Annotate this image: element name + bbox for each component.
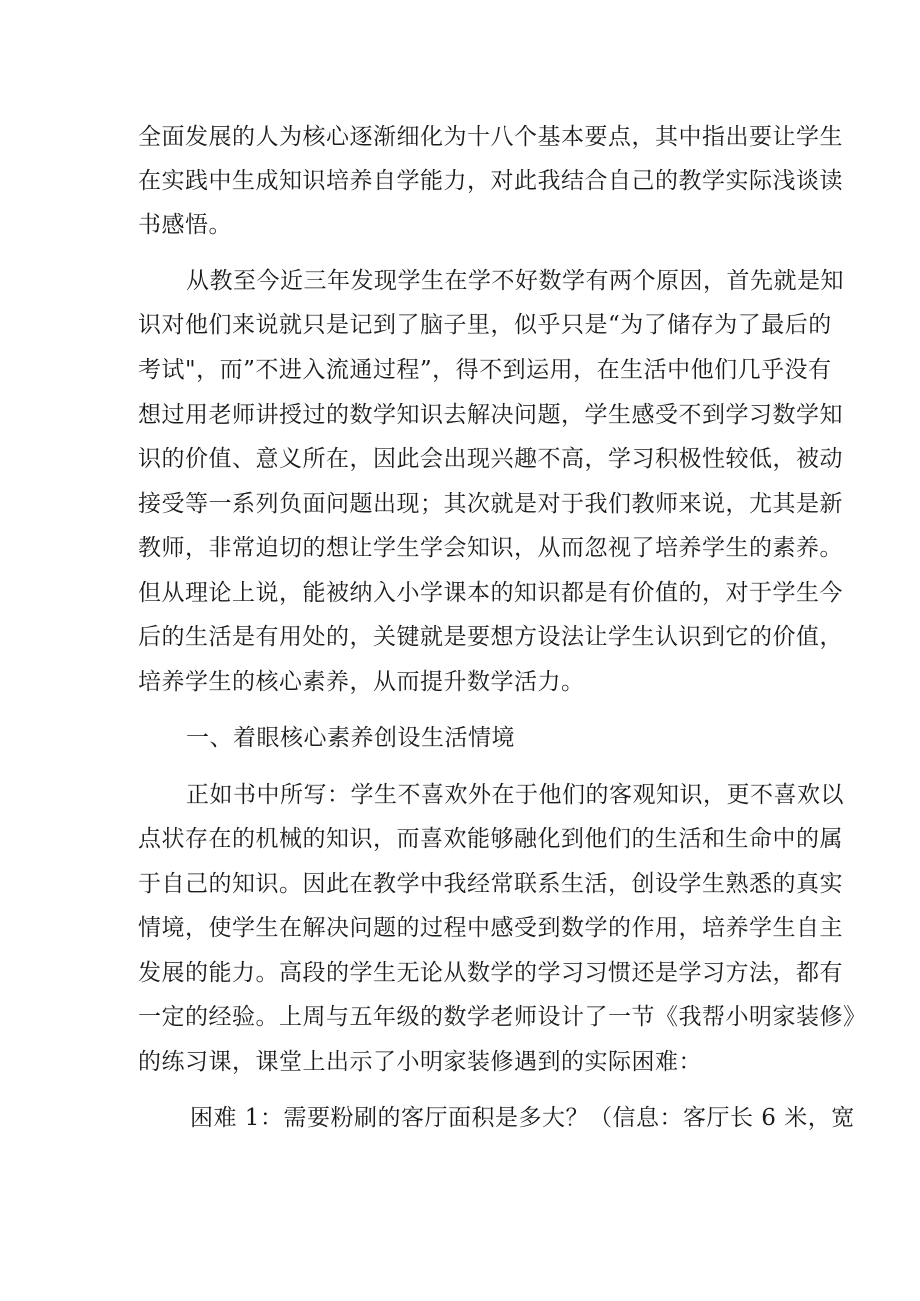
text-line: 想过用老师讲授过的数学知识去解决问题，学生感受不到学习数学知 xyxy=(138,402,843,428)
section-heading: 一、着眼核心素养创设生活情境 xyxy=(186,725,515,751)
text-line: 发展的能力。高段的学生无论从数学的学习习惯还是学习方法，都有 xyxy=(138,960,843,986)
text-line: 从教至今近三年发现学生在学不好数学有两个原因，首先就是知 xyxy=(186,268,844,294)
text-line: 培养学生的核心素养，从而提升数学活力。 xyxy=(138,669,585,695)
text-line: 点状存在的机械的知识，而喜欢能够融化到他们的生活和生命中的属 xyxy=(138,826,843,852)
text-line: 正如书中所写：学生不喜欢外在于他们的客观知识，更不喜欢以 xyxy=(186,782,844,808)
text-line: 书感悟。 xyxy=(138,212,232,238)
text-line: 接受等一系列负面问题出现；其次就是对于我们教师来说，尤其是新 xyxy=(138,491,843,517)
text-line: 情境，使学生在解决问题的过程中感受到数学的作用，培养学生自主 xyxy=(138,915,843,941)
text-line: 全面发展的人为核心逐渐细化为十八个基本要点，其中指出要让学生 xyxy=(138,124,843,150)
text-line: 困难 1：需要粉刷的客厅面积是多大？（信息：客厅长 6 米，宽 xyxy=(190,1105,855,1131)
text-line: 但从理论上说，能被纳入小学课本的知识都是有价值的，对于学生今 xyxy=(138,580,843,606)
text-line: 一定的经验。上周与五年级的数学老师设计了一节《我帮小明家装修》 xyxy=(138,1004,867,1030)
text-line: 于自己的知识。因此在教学中我经常联系生活，创设学生熟悉的真实 xyxy=(138,871,843,897)
text-line: 教师，非常迫切的想让学生学会知识，从而忽视了培养学生的素养。 xyxy=(138,535,843,561)
text-line: 在实践中生成知识培养自学能力，对此我结合自己的教学实际浅谈读 xyxy=(138,168,843,194)
text-line: 的练习课，课堂上出示了小明家装修遇到的实际困难： xyxy=(138,1049,702,1075)
text-line: 考试"，而”不进入流通过程”，得不到运用，在生活中他们几乎没有 xyxy=(138,357,832,383)
text-line: 后的生活是有用处的，关键就是要想方设法让学生认识到它的价值， xyxy=(138,624,843,650)
text-line: 识的价值、意义所在，因此会出现兴趣不高，学习积极性较低，被动 xyxy=(138,446,843,472)
text-line: 识对他们来说就只是记到了脑子里，似乎只是“为了储存为了最后的 xyxy=(138,312,832,338)
